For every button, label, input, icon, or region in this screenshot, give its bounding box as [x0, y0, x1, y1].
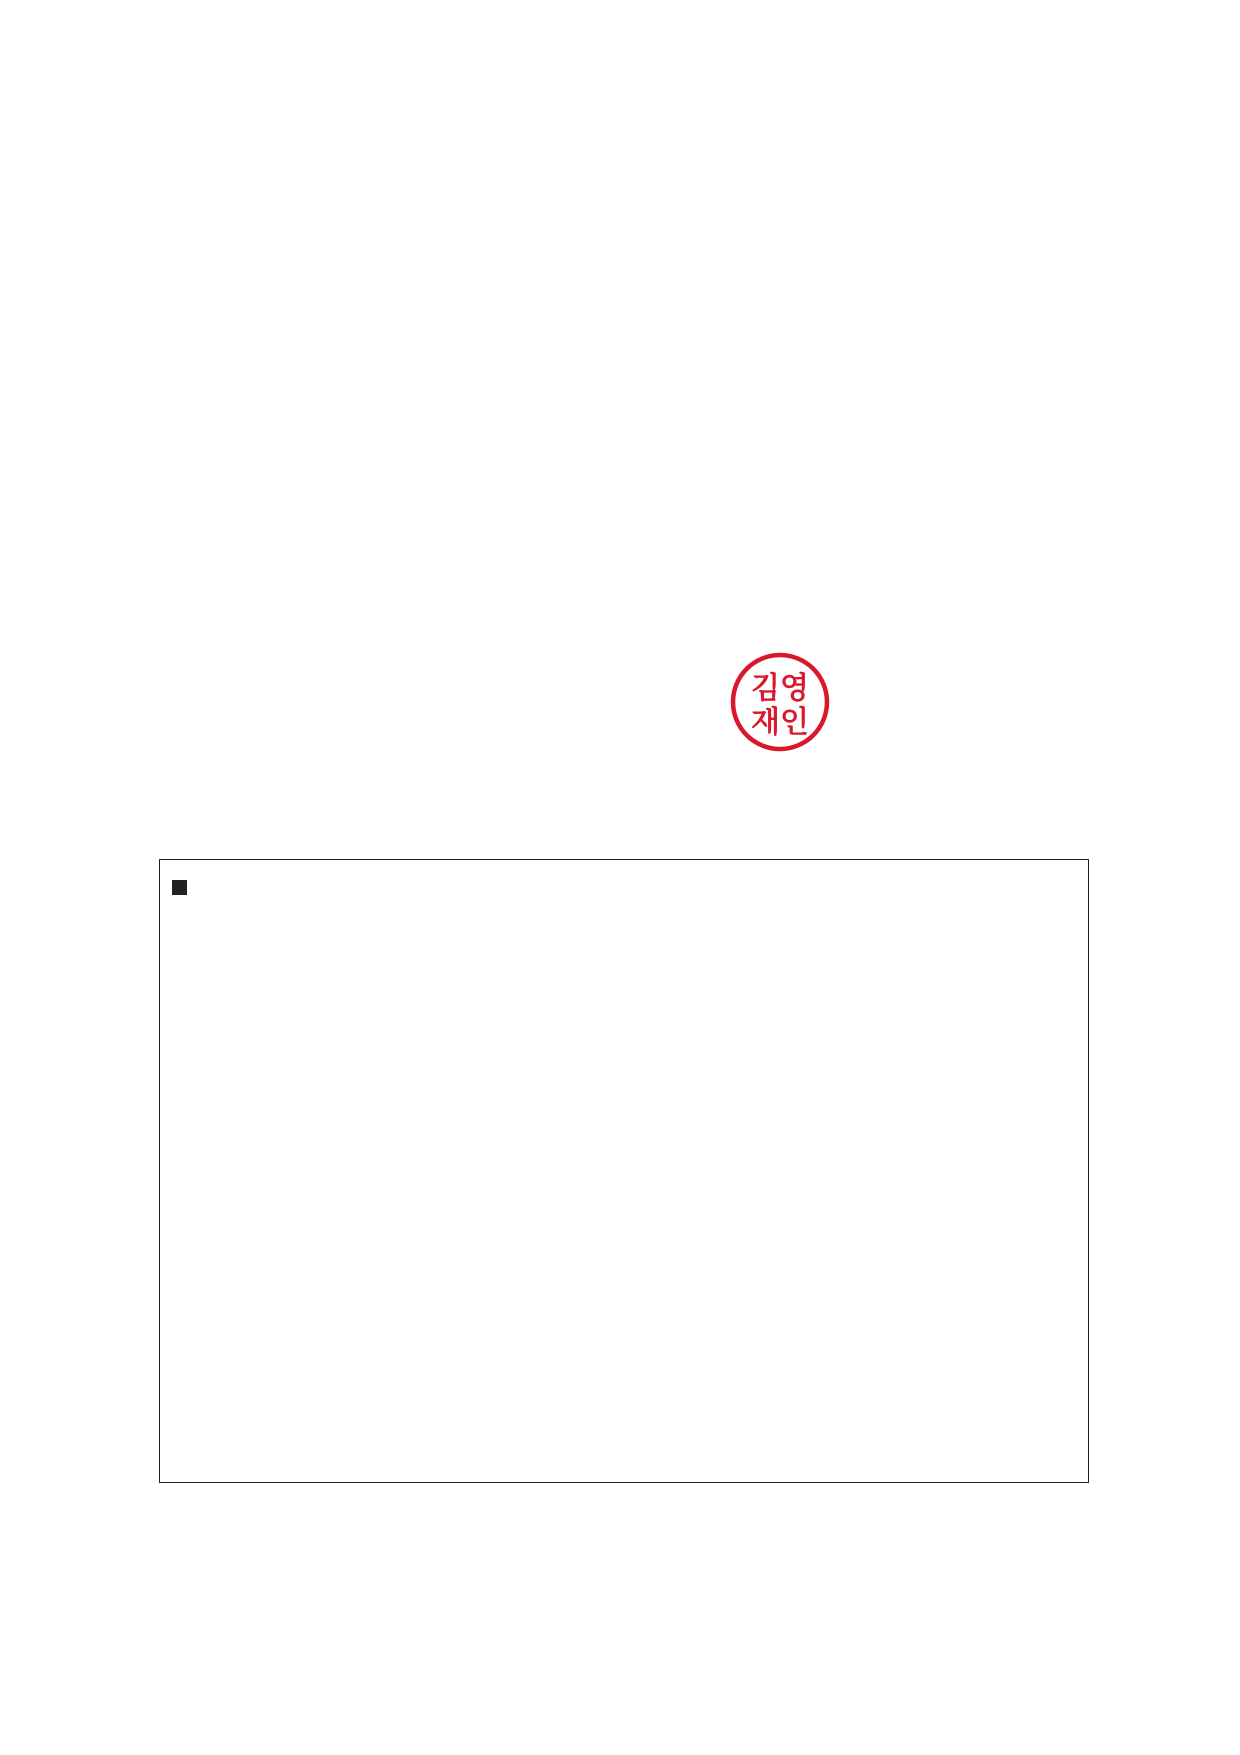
seal-stamp-icon [728, 650, 832, 754]
square-bullet-icon [172, 880, 187, 895]
svg-text:재인: 재인 [751, 705, 809, 740]
regulation-heading [172, 869, 1076, 907]
regulation-box [159, 859, 1089, 1483]
svg-text:김영: 김영 [751, 671, 809, 706]
